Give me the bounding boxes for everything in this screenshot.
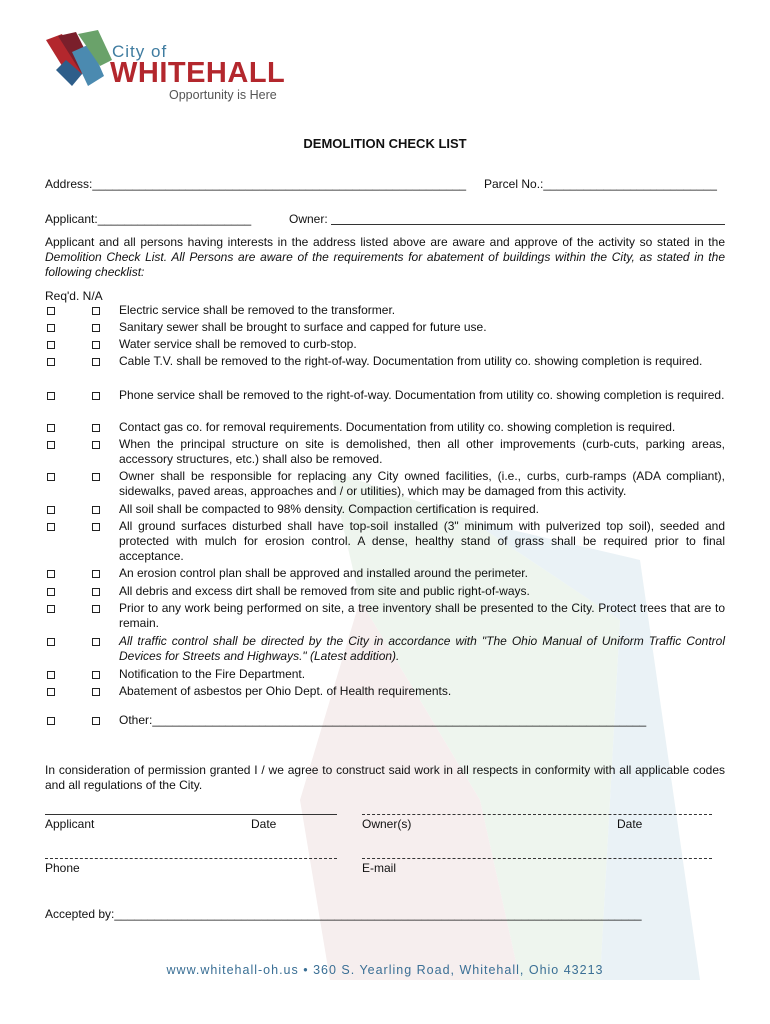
reqd-checkbox[interactable] [47,523,55,531]
checklist-item [45,634,725,664]
na-checkbox[interactable] [92,605,100,613]
na-checkbox[interactable] [92,473,100,481]
checklist-item-text: Electric service shall be removed to the transformer. [119,303,396,317]
checklist-item [45,354,725,369]
checklist-item [45,519,725,564]
reqd-checkbox[interactable] [47,605,55,613]
checklist-header: Req'd. N/A [45,289,103,303]
intro-text-italic: Demolition Check List. All Persons are aware of the requirements for abatement of buildings within the City, as stated in the following checklist: [45,250,725,279]
owner-field-line[interactable] [331,224,725,225]
na-checkbox[interactable] [92,638,100,646]
na-checkbox[interactable] [92,506,100,514]
reqd-checkbox[interactable] [47,441,55,449]
checklist-item-text: Cable T.V. shall be removed to the right-of-way. Documentation from utility co. showing completion is required. [119,354,703,368]
na-checkbox[interactable] [92,588,100,596]
reqd-checkbox[interactable] [47,638,55,646]
checklist-item [45,566,725,581]
checklist-item-text: All soil shall be compacted to 98% density. Compaction certification is required. [119,502,539,516]
reqd-checkbox[interactable] [47,506,55,514]
checklist-item [45,303,725,318]
checklist-item-text: All ground surfaces disturbed shall have top-soil installed (3" minimum with pulverized top soil), seeded and protected with mulch for erosion control. A dense, healthy stand of grass shall be required prior to final acceptance. [119,519,725,563]
owners-label: Owner(s) [362,817,412,831]
checklist-item [45,713,725,728]
checklist-item [45,420,725,435]
intro-text: Applicant and all persons having interests in the address listed above are aware and approve of the activity so stated in the [45,235,725,249]
reqd-checkbox[interactable] [47,688,55,696]
na-checkbox[interactable] [92,441,100,449]
checklist-item [45,337,725,352]
logo-tagline: Opportunity is Here [169,88,277,102]
checklist-item-text: Phone service shall be removed to the right-of-way. Documentation from utility co. showing completion is required. [119,388,725,402]
applicant-signature-line[interactable] [45,814,337,815]
na-checkbox[interactable] [92,307,100,315]
consent-paragraph: In consideration of permission granted I / we agree to construct said work in all respects in conformity with all applicable codes and all regulations of the City. [45,763,725,792]
reqd-checkbox[interactable] [47,671,55,679]
reqd-checkbox[interactable] [47,570,55,578]
phone-line[interactable] [45,858,337,859]
checklist-item-text: An erosion control plan shall be approved and installed around the perimeter. [119,566,528,580]
na-checkbox[interactable] [92,570,100,578]
na-checkbox[interactable] [92,424,100,432]
checklist-item [45,684,725,699]
reqd-checkbox[interactable] [47,341,55,349]
accepted-by-field[interactable]: Accepted by:_______________________________________________________________________________ [45,907,642,921]
reqd-checkbox[interactable] [47,473,55,481]
logo-city-name: WHITEHALL [110,57,286,89]
checklist-item-text: Prior to any work being performed on site, a tree inventory shall be presented to the City. Protect trees that are to remain. [119,601,725,630]
na-checkbox[interactable] [92,688,100,696]
reqd-checkbox[interactable] [47,588,55,596]
reqd-checkbox[interactable] [47,392,55,400]
checklist-item [45,320,725,335]
email-line[interactable] [362,858,712,859]
na-checkbox[interactable] [92,717,100,725]
owner-label: Owner: [289,212,328,226]
checklist-item-text: Abatement of asbestos per Ohio Dept. of Health requirements. [119,684,452,698]
na-checkbox[interactable] [92,358,100,366]
checklist-item-text: When the principal structure on site is demolished, then all other improvements (curb-cuts, parking areas, accessory structures, etc.) shall also be removed. [119,437,725,466]
email-label: E-mail [362,861,397,875]
checklist-item-text: Notification to the Fire Department. [119,667,306,681]
checklist-item [45,437,725,467]
phone-label: Phone [45,861,80,875]
na-checkbox[interactable] [92,671,100,679]
intro-paragraph [45,235,725,280]
na-checkbox[interactable] [92,341,100,349]
footer-address: www.whitehall-oh.us • 360 S. Yearling Road, Whitehall, Ohio 43213 [166,963,604,977]
logo-city-of: City of [112,42,168,61]
applicant-field[interactable]: Applicant:_______________________ [45,212,252,226]
date-label: Date [251,817,277,831]
date-label: Date [617,817,643,831]
parcel-field[interactable]: Parcel No.:__________________________ [484,177,717,191]
address-field[interactable]: Address:________________________________________________________ [45,177,467,191]
applicant-label: Applicant [45,817,95,831]
page-title: DEMOLITION CHECK LIST [303,136,467,151]
na-checkbox[interactable] [92,392,100,400]
reqd-checkbox[interactable] [47,358,55,366]
reqd-checkbox[interactable] [47,717,55,725]
city-logo [42,30,302,110]
checklist-item-text: Sanitary sewer shall be brought to surface and capped for future use. [119,320,487,334]
na-checkbox[interactable] [92,523,100,531]
checklist-item-text: Owner shall be responsible for replacing any City owned facilities, (i.e., curbs, curb-ramps (ADA compliant), sidewalks, paved areas, approaches and / or utilities), which may be damaged from this activity. [119,469,725,498]
checklist-item-text: Contact gas co. for removal requirements. Documentation from utility co. showing completion is required. [119,420,676,434]
checklist-item [45,469,725,499]
checklist-item [45,667,725,682]
other-field[interactable]: Other:__________________________________________________________________________ [119,713,647,727]
reqd-checkbox[interactable] [47,424,55,432]
checklist-item [45,502,725,517]
checklist-item [45,388,725,403]
checklist-item-text: All traffic control shall be directed by the City in accordance with "The Ohio Manual of Uniform Traffic Control Devices for Streets and Highways." (Latest addition). [119,634,725,663]
checklist-item-text: All debris and excess dirt shall be removed from site and public right-of-ways. [119,584,530,598]
na-checkbox[interactable] [92,324,100,332]
checklist-item [45,601,725,631]
checklist-item-text: Water service shall be removed to curb-stop. [119,337,357,351]
owner-signature-line[interactable] [362,814,712,815]
reqd-checkbox[interactable] [47,307,55,315]
checklist-item [45,584,725,599]
reqd-checkbox[interactable] [47,324,55,332]
